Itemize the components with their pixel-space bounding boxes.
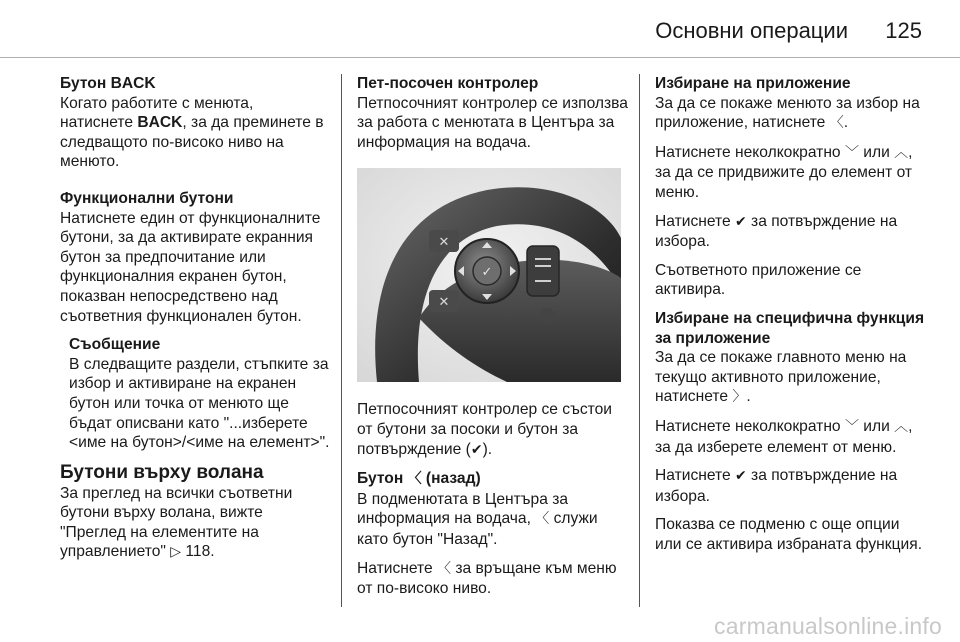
controller-heading: Пет-посочен контролер [357,75,539,92]
chevron-left-icon: 〈 [436,560,451,577]
column-divider-left [341,74,342,607]
confirm1-text-1: Натиснете [655,212,735,230]
back-chevron-paragraph [357,490,629,550]
function-buttons-heading: Функционални бутони [60,189,234,207]
column-left [60,74,330,563]
back-chevron-heading-1: Бутон [357,470,408,488]
function-buttons-paragraph: Натиснете един от функционалните бутони, за да активирате екранния бутон за предпочитание или функционалния екранен бутон, показван непосредствено над съответния функционален бутон. [60,209,321,325]
repeat2-text-2: или [858,417,895,435]
check-icon: ✔ [734,213,747,230]
return-text-1: Натиснете [357,559,437,577]
caption-text-1: Петпосочният контролер се състои от бутони за посоки и бутон за потвърждение ( [357,401,612,458]
page-reference-number[interactable]: 118. [181,543,215,561]
chevron-left-icon: 〈 [535,511,550,528]
note-paragraph: В следващите раздели, стъпките за избор и активиране на екранен бутон или точка от менюто ще бъдат описвани като "...изберете <име на бутон>/<име на елемент>". [69,355,330,452]
back-text-1: Когато работите с менюта, натиснете [60,94,254,132]
back-chevron-text-2: служи като бутон "Назад". [357,510,598,548]
side-button[interactable] [539,308,555,324]
close-icon: ✕ [438,295,450,311]
select-app-heading: Избиране на приложение [655,75,851,92]
confirm2-text-2: за потвърждение на избора. [655,467,898,505]
activated-paragraph: Съответното приложение се активира. [655,261,862,299]
page-number: 125 [885,18,922,43]
chevron-left-icon: 〈 [407,471,422,488]
confirm-paragraph [655,212,925,252]
steering-buttons-heading: Бутони върху волана [60,461,264,483]
return-paragraph [357,559,629,599]
back-keyword: BACK [137,114,183,132]
steering-wheel-illustration [357,168,621,382]
page-title: Основни операции [655,18,848,43]
column-middle [357,74,629,599]
header-divider [0,57,960,58]
select-app-text-2: . [843,114,849,132]
select-function-paragraph [655,348,925,408]
steering-wheel-photo [357,168,621,382]
repeat1-text-1: Натиснете неколкократно [655,143,845,161]
chevron-up-icon: ︿ [894,144,909,161]
volume-mark-middle [535,265,551,267]
note-heading: Съобщение [69,336,161,354]
select-function-text-2: . [746,388,751,406]
submenu-paragraph: Показва се подменю с още опции или се активира избраната функция. [655,516,923,553]
repeat1-text-2: или [858,143,895,161]
repeat2-text-1: Натиснете неколкократно [655,417,845,435]
confirm1-text-2: за потвърждение на избора. [655,212,898,251]
confirm-selection-paragraph [655,466,925,506]
back-button-paragraph [60,94,330,172]
repeat2-text-3: , за да изберете елемент от меню. [655,417,913,456]
repeat1-text-3: , за да се придвижите до елемент от меню. [655,143,913,201]
select-app-paragraph [655,94,925,134]
select-app-text-1: За да се покаже менюто за избор на приложение, натиснете [655,94,920,132]
controller-paragraph: Петпосочният контролер се използва за работа с менютата в Центъра за информация на водача. [357,94,628,151]
close-icon: ✕ [438,235,450,251]
volume-mark-bottom [535,280,551,282]
back-chevron-heading [357,469,629,490]
watermark: carmanualsonline.info [714,613,942,639]
column-right [655,74,925,554]
steering-buttons-paragraph [60,484,330,563]
controller-caption [357,400,629,460]
volume-rocker[interactable] [527,246,559,296]
steering-text: За преглед на всички съответни бутони върху волана, вижте "Преглед на елементите на управлението" [60,484,293,561]
confirm2-text-1: Натиснете [655,467,735,485]
chevron-right-icon: 〉 [732,389,747,406]
select-function-text-1: За да се покаже главното меню на текущо активното приложение, натиснете [655,349,907,406]
return-text-2: за връщане към меню от по-високо ниво. [357,559,617,598]
chevron-left-icon: 〈 [829,115,844,132]
select-function-heading: Избиране на специфична функция за приложение [655,309,925,347]
volume-mark-top [535,258,551,260]
back-button-heading: Бутон BACK [60,75,156,92]
back-chevron-heading-2: (назад) [421,470,481,488]
chevron-down-icon: ﹀ [844,144,859,161]
page-header [0,0,960,56]
note-block [60,335,330,453]
check-icon: ✔ [470,441,483,458]
chevron-down-icon: ﹀ [844,418,859,435]
back-text-2: , за да преминете в следващото по-високо ниво на менюто. [60,114,324,171]
repeat-navigate-paragraph [655,143,925,203]
check-icon: ✓ [481,265,493,281]
caption-text-2: ). [482,440,493,458]
column-divider-right [639,74,640,607]
page-reference-icon[interactable]: ▷ [170,544,182,561]
repeat-select-paragraph [655,417,925,457]
back-chevron-text-1: В подменютата в Центъра за информация на водача, [357,490,569,528]
check-icon: ✔ [734,468,747,485]
chevron-up-icon: ︿ [894,418,909,435]
